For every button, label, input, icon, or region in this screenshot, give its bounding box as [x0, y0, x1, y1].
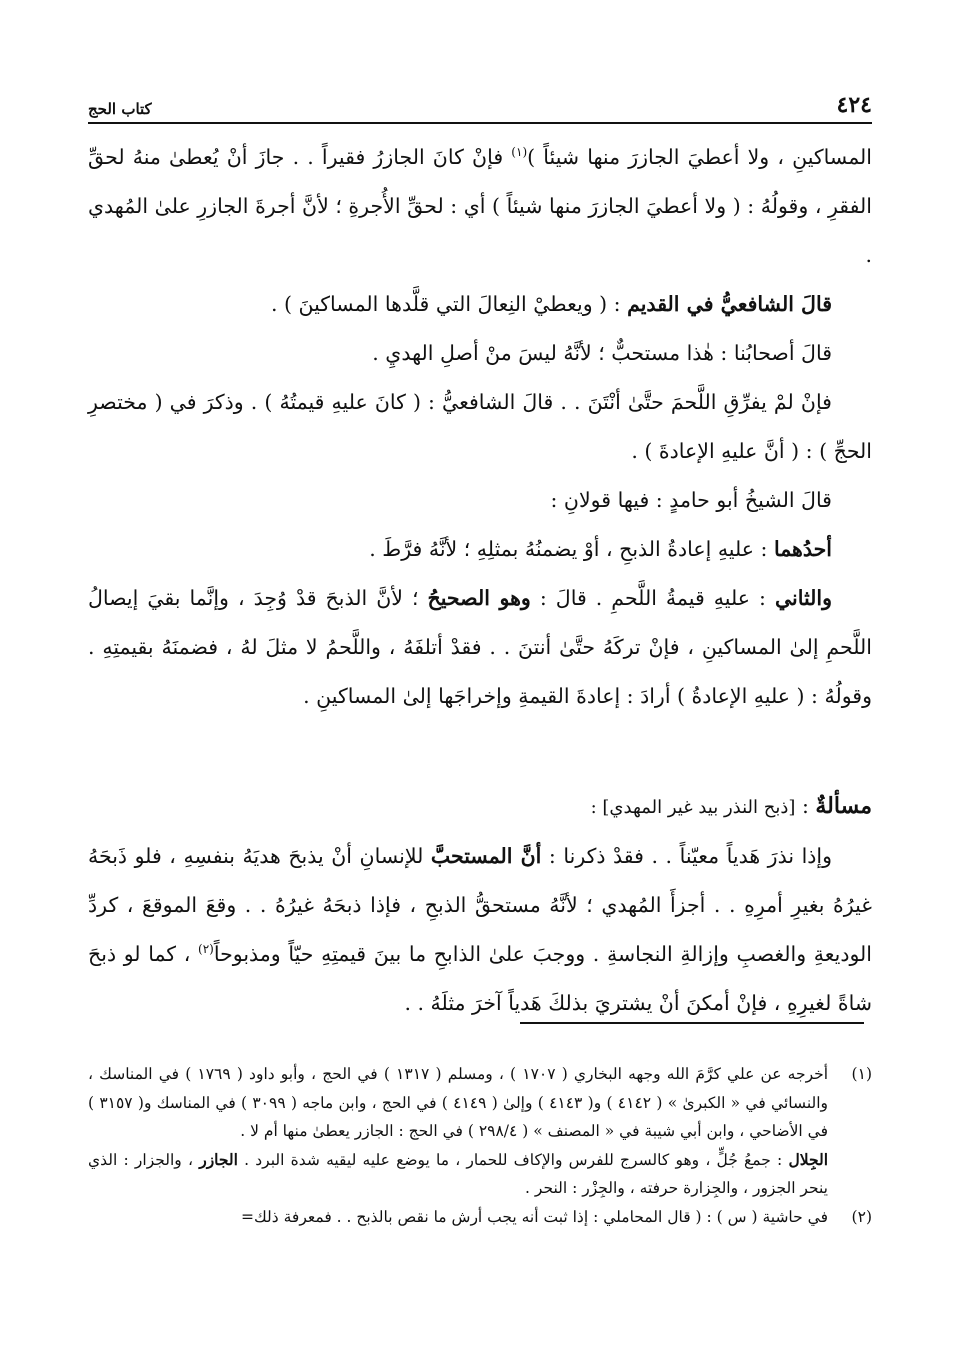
footnote-ref[interactable]: (٢) — [198, 942, 214, 957]
main-text — [88, 133, 872, 721]
footnote-number: (٢) — [851, 1207, 872, 1226]
text-run: وإذا نذرَ هَدياً معيّناً . . فقدْ ذكرنا : — [541, 844, 832, 868]
paragraph — [88, 280, 872, 329]
footnote-body — [88, 1060, 828, 1146]
footnote-body — [88, 1203, 828, 1232]
text-run: للإنسانِ أنْ يذبحَ هديَهُ بنفسِهِ ، فلو ذَبحَهُ غيرُهُ بغيرِ أمرِهِ . . أجزأَ المُهدي ؛ لأنَّهُ مستحقُّ الذبحِ ، فإذا ذبحَهُ غيرُهُ . . وقعَ الموقعَ ، كردِّ الوديعةِ والغصبِ وإزالةِ النجاسةِ . ووجبَ علىٰ الذابحِ ما بينَ قيمتِهِ حيّاً ومذبوحاً — [88, 844, 872, 966]
issue-section — [88, 782, 872, 1028]
footnote-text: في حاشية ( س ) : ( قال المحاملي : إذا ثبت أنه يجب أرش ما نقص بالذبح . . فمعرفة ذلك= — [241, 1207, 828, 1226]
paragraph — [88, 133, 872, 280]
footnote-continuation — [88, 1146, 872, 1203]
text-run: : — [795, 794, 816, 818]
text-run: ، كما لو ذبحَ شاةً لغيرِهِ ، فإنْ أمكنَ أنْ يشتريَ بذلكَ هَدياً آخرَ مثلَهُ . . — [88, 942, 872, 1015]
text-run: ؛ لأنَّ الذبحَ قدْ وُجِدَ ، وإنَّما بقيَ إيصالُ اللَّحمِ إلىٰ المساكينِ ، فإنْ تركَهُ حتَّىٰ أنتنَ . . فقدْ أتلفَهُ ، واللَّحمُ لا مثلَ لهُ ، فضمنَهُ بقيمتِهِ . وقولُهُ : ( عليهِ الإعادةُ ) أرادَ : إعادةَ القيمةِ وإخراجَها إلىٰ المساكينِ . — [88, 586, 872, 708]
footnote-ref[interactable]: (١) — [511, 145, 528, 160]
paragraph: فإنْ لمْ يفرِّقِ اللَّحمَ حتَّىٰ أنْتَنَ . . قالَ الشافعيُّ : ( كانَ عليهِ قيمتُهُ ) . وذكرَ في ( مختصرِ الحجِّ ) : ( أنَّ عليهِ الإعادةَ ) . — [88, 390, 872, 463]
footnote-number: (١) — [851, 1065, 872, 1083]
paragraph: قالَ أصحابُنا : هٰذا مستحبٌّ ؛ لأنَّهُ ليسَ منْ أصلِ الهديِ . — [372, 341, 832, 365]
paragraph — [88, 574, 872, 721]
text-run: فإنْ كانَ الجازرُ فقيراً . . جازَ أنْ يُعطىٰ منهُ لحقِّ الفقرِ ، وقولُهُ : ( ولا أعطيَ الجازرَ منها شيئاً ) أي : لحقِّ الأُجرةِ ؛ لأنَّ أجرةَ الجازرِ علىٰ المُهدي . — [88, 145, 872, 267]
bold-text: والثاني — [774, 586, 833, 610]
page-number: ٤٢٤ — [836, 92, 872, 118]
paragraph — [88, 525, 872, 574]
bold-text: الجازر — [199, 1149, 238, 1169]
issue-subtitle: [ذبح النذر بيد غير المهدي] : — [590, 797, 796, 818]
running-header — [88, 88, 872, 124]
text-run: : عليهِ قيمةُ اللَّحمِ . قالَ : — [530, 586, 775, 610]
bold-text: وهو الصحيحُ — [427, 586, 531, 610]
footnote-text: أخرجه عن علي كرَّمَ الله وجهه البخاري ( ١٧٠٧ ) ، ومسلم ( ١٣١٧ ) في الحج ، وأبو داود ( ١٧٦٩ ) في المناسك ، والنسائي في « الكبرىٰ » ( ٤١٤٢ ) و( ٤١٤٣ ) وإلىٰ ( ٤١٤٩ ) في الحج ، وابن ماجه ( ٣٠٩٩ ) في المناسك و( ٣١٥٧ ) في الأضاحي ، وابن أبي شيبة في « المصنف » ( ٢٩٨/٤ ) في الحج : الجازر يعطىٰ منها أم لا . — [88, 1065, 829, 1140]
footnote — [88, 1203, 872, 1232]
footnote — [88, 1060, 872, 1146]
text-run: ، والجزار : الذي ينحر الجزور ، والجِزارة حرفته ، والجِزْر : النحر . — [88, 1150, 828, 1197]
bold-text: أحدُهما — [773, 537, 832, 561]
issue-title: مسألةٌ — [815, 793, 872, 819]
text-run: : جمعُ جُلٍّ ، وهو كالسرج للفرس والإكاف للحمار ، ما يوضع عليه ليقيه شدة البرد . — [237, 1150, 789, 1169]
issue-heading — [88, 782, 872, 832]
bold-text: الجِلال — [788, 1149, 829, 1169]
book-title: كتاب الحج — [88, 100, 152, 118]
footnote-separator — [520, 1022, 864, 1024]
bold-text: قالَ الشافعيُّ في القديم — [627, 292, 832, 316]
footnotes — [88, 1060, 872, 1231]
text-run: المساكينِ ، ولا أعطيَ الجازرَ منها شيئاً ) — [527, 145, 873, 169]
text-run: : ( ويعطيْ النِعالَ التي قلَّدها المساكينَ ) . — [270, 292, 628, 316]
paragraph — [88, 832, 872, 1028]
paragraph: قالَ الشيخُ أبو حامدٍ : فيها قولانِ : — [550, 488, 832, 512]
text-run: : عليهِ إعادةُ الذبحِ ، أوْ يضمنُهُ بمثلِهِ ؛ لأنَّهُ فرَّطَ . — [369, 537, 774, 561]
bold-text: أنَّ المستحبَّ — [430, 844, 542, 868]
